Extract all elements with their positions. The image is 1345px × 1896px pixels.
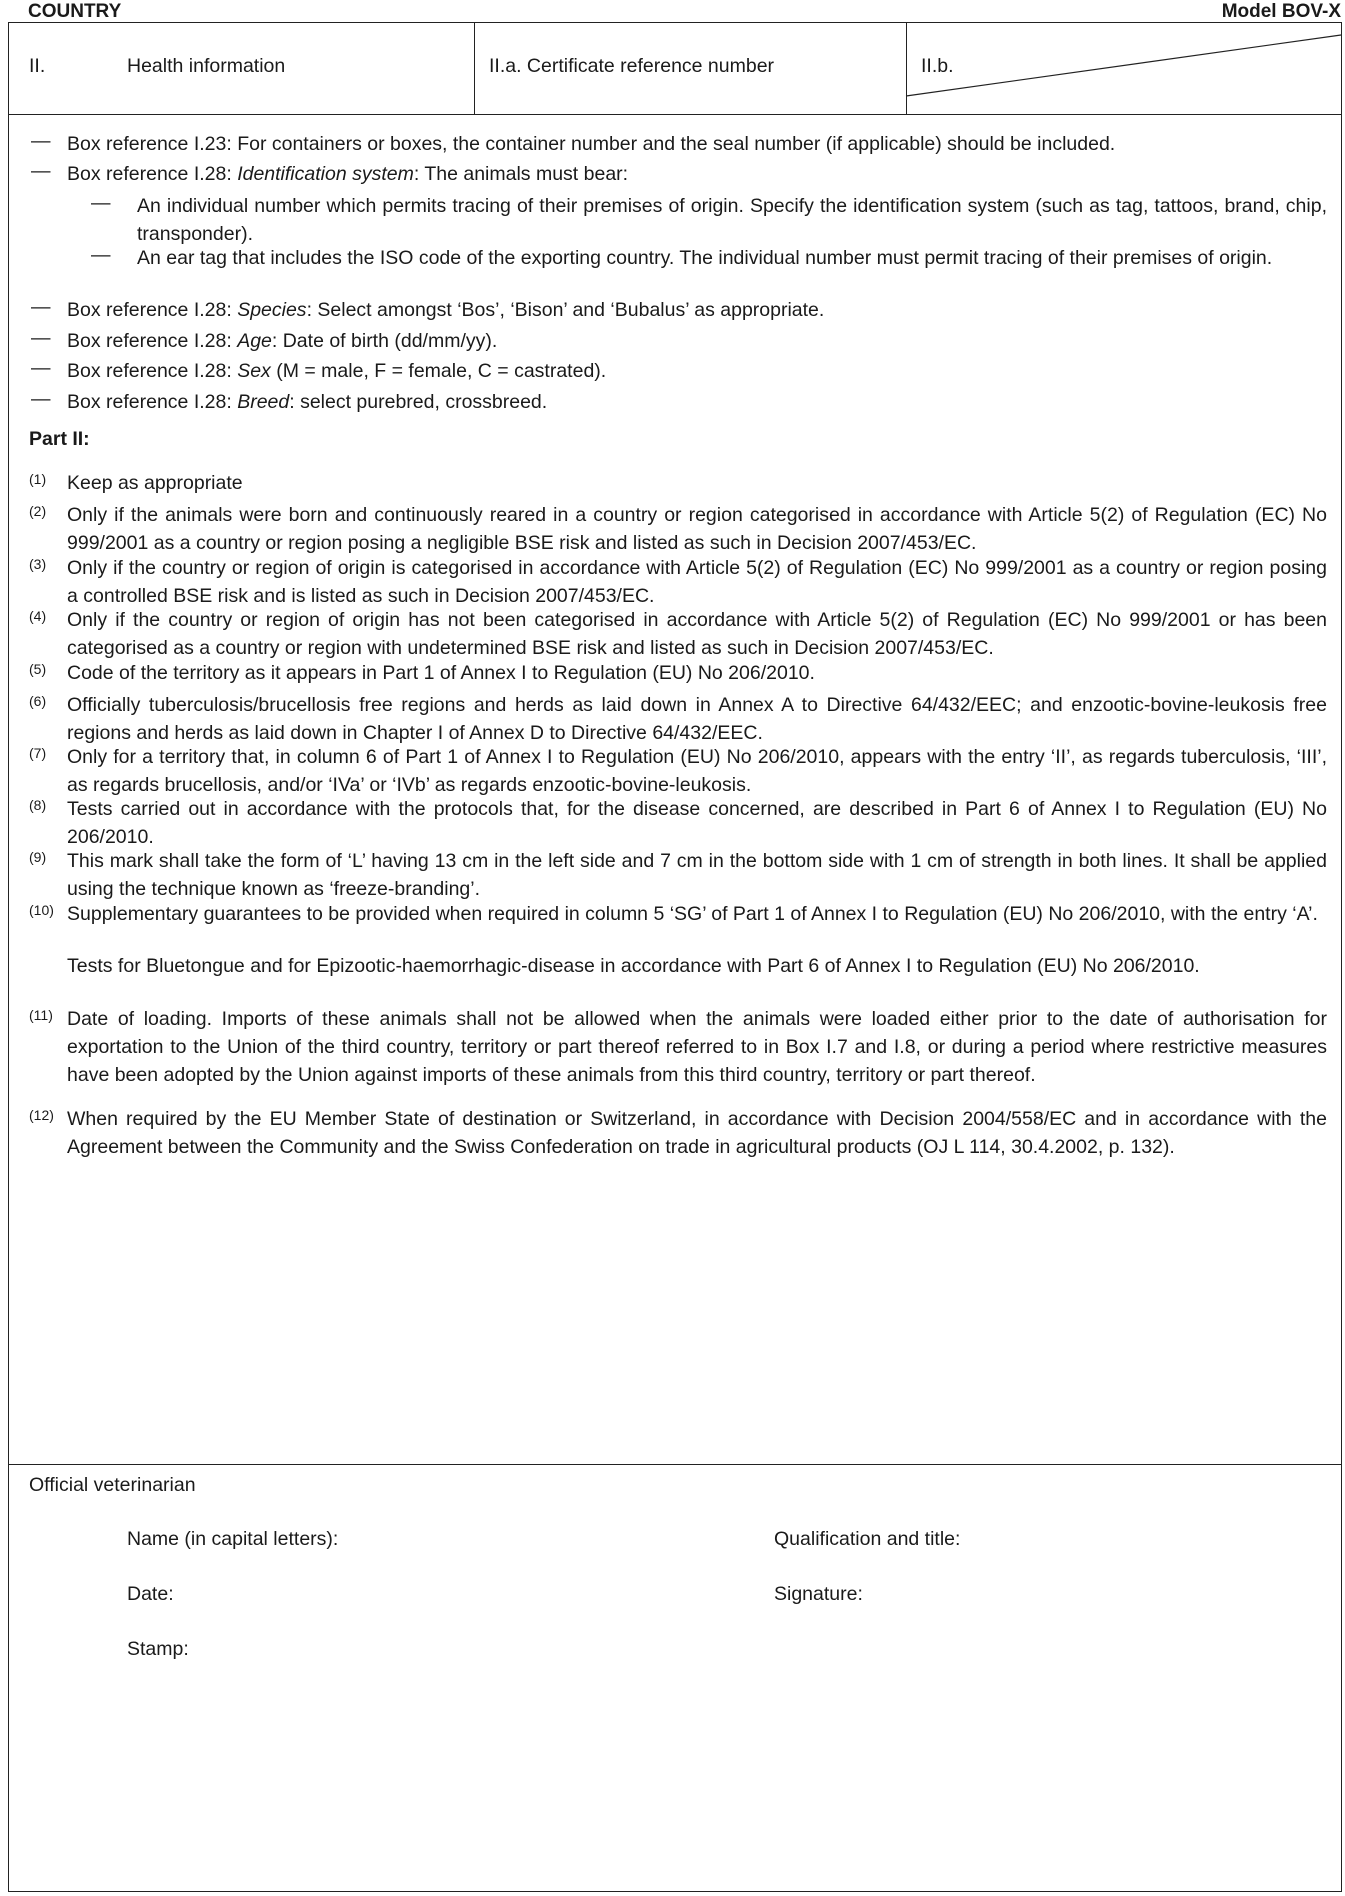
section-header <box>9 23 1341 115</box>
diagonal-line <box>9 23 1343 114</box>
footnote: Only for a territory that, in column 6 of Part 1 of Annex I to Regulation (EU) No 206/2010, appears with the entry ‘II’, as regards tuberculosis, ‘III’, as regards brucellosis, and/or ‘IVa’ or ‘IVb’ as regards enzootic-bovine-leukosis. <box>67 746 1327 796</box>
note-text: (M = male, F = female, C = castrated). <box>270 360 607 382</box>
note-text: : Date of birth (dd/mm/yy). <box>271 330 498 352</box>
note-prefix: Box reference I.28: <box>67 163 238 185</box>
part-title: Part II: <box>29 428 90 450</box>
footnote: This mark shall take the form of ‘L’ having 13 cm in the left side and 7 cm in the bottom side with 1 cm of strength in both lines. It shall be applied using the technique known as ‘freeze-branding’. <box>67 850 1327 900</box>
sub-note: An ear tag that includes the ISO code of the exporting country. The individual number must permit tracing of their premises of origin. <box>137 247 1273 269</box>
note-prefix: Box reference I.28: <box>67 330 238 352</box>
note-text: For containers or boxes, the container number and the seal number (if applicable) should be included. <box>237 133 1116 155</box>
qualification-field-label: Qualification and title: <box>774 1528 961 1550</box>
box-note <box>67 327 1327 355</box>
footnote-number: (7) <box>29 745 47 761</box>
box-note <box>67 357 1327 385</box>
footnote-number: (12) <box>29 1107 54 1123</box>
note-emphasis: Sex <box>237 360 271 382</box>
model-label: Model BOV-X <box>1221 1 1341 22</box>
footnote: Date of loading. Imports of these animals shall not be allowed when the animals were loaded either prior to the date of authorisation for exportation to the Union of the third country, territory or part thereof referred to in Box I.7 and I.8, or during a period where restrictive measures have been adopted by the Union against imports of these animals from this third country, territory or part thereof. <box>67 1008 1327 1086</box>
footnote-number: (6) <box>29 693 47 709</box>
subnote-dash: — <box>91 192 111 214</box>
health-info-label: Health information <box>127 55 286 77</box>
footnote: Tests for Bluetongue and for Epizootic-haemorrhagic-disease in accordance with Part 6 of Annex I to Regulation (EU) No 206/2010. <box>67 955 1200 977</box>
box-note <box>67 388 1327 416</box>
footnote-number: (2) <box>29 503 47 519</box>
footnote-number: (9) <box>29 849 47 865</box>
note-text: : The animals must bear: <box>413 163 629 185</box>
note-prefix: Box reference I.28: <box>67 391 238 413</box>
note-emphasis: Identification system <box>237 163 414 185</box>
note-emphasis: Age <box>237 330 272 352</box>
note-prefix: Box reference I.28: <box>67 360 238 382</box>
footnote: Only if the country or region of origin is categorised in accordance with Article 5(2) of Regulation (EC) No 999/2001 as a country or region posing a controlled BSE risk and is listed as such in Decision 2007/453/EC. <box>67 557 1327 607</box>
date-field-label: Date: <box>127 1583 174 1605</box>
note-dash: — <box>31 130 51 152</box>
name-field-label: Name (in capital letters): <box>127 1528 339 1550</box>
footnote-number: (5) <box>29 661 47 677</box>
box-note <box>67 296 1327 324</box>
certificate-frame <box>8 22 1342 1892</box>
note-dash: — <box>31 296 51 318</box>
note-text: : Select amongst ‘Bos’, ‘Bison’ and ‘Bubalus’ as appropriate. <box>306 299 825 321</box>
stamp-field-label: Stamp: <box>127 1638 189 1660</box>
section-number: II. <box>29 55 46 77</box>
footnote: Keep as appropriate <box>67 472 243 494</box>
cert-ref-label: II.a. Certificate reference number <box>489 55 775 77</box>
note-emphasis: Species <box>237 299 307 321</box>
footnote: Only if the animals were born and continuously reared in a country or region categorised in accordance with Article 5(2) of Regulation (EC) No 999/2001 as a country or region posing a negligible BSE risk and listed as such in Decision 2007/453/EC. <box>67 504 1327 554</box>
note-emphasis: Breed <box>237 391 290 413</box>
footnote-number: (4) <box>29 608 47 624</box>
note-dash: — <box>31 357 51 379</box>
footnote: Tests carried out in accordance with the protocols that, for the disease concerned, are described in Part 6 of Annex I to Regulation (EU) No 206/2010. <box>67 798 1327 848</box>
note-dash: — <box>31 388 51 410</box>
footnote-number: (1) <box>29 471 47 487</box>
note-dash: — <box>31 160 51 182</box>
sub-note: An individual number which permits tracing of their premises of origin. Specify the identification system (such as tag, tattoos, brand, chip, transponder). <box>137 195 1327 245</box>
note-text: : select purebred, crossbreed. <box>289 391 548 413</box>
note-prefix: Box reference I.23: <box>67 133 238 155</box>
country-label: COUNTRY <box>28 1 122 22</box>
box-note <box>67 160 1327 188</box>
top-bar <box>8 0 1345 22</box>
footnote-number: (11) <box>29 1007 53 1023</box>
notes-section <box>9 114 1341 1465</box>
note-dash: — <box>31 327 51 349</box>
signature-section <box>9 1464 1341 1891</box>
footnote: Only if the country or region of origin has not been categorised in accordance with Article 5(2) of Regulation (EC) No 999/2001 or has been categorised as a country or region with undetermined BSE risk and listed as such in Decision 2007/453/EC. <box>67 609 1327 659</box>
footnote: Officially tuberculosis/brucellosis free regions and herds as laid down in Annex A to Directive 64/432/EEC; and enzootic-bovine-leukosis free regions and herds as laid down in Chapter I of Annex D to Directive 64/432/EEC. <box>67 694 1327 744</box>
official-vet-title: Official veterinarian <box>29 1474 196 1496</box>
box-note <box>67 130 1327 158</box>
subnote-dash: — <box>91 244 111 266</box>
footnote: Supplementary guarantees to be provided when required in column 5 ‘SG’ of Part 1 of Annex I to Regulation (EU) No 206/2010, with the entry ‘A’. <box>67 903 1318 925</box>
footnote: When required by the EU Member State of destination or Switzerland, in accordance with Decision 2004/558/EC and in accordance with the Agreement between the Community and the Swiss Confederation on trade in agricultural products (OJ L 114, 30.4.2002, p. 132). <box>67 1108 1327 1158</box>
footnote-number: (10) <box>29 902 54 918</box>
note-prefix: Box reference I.28: <box>67 299 238 321</box>
footnote-number: (3) <box>29 556 47 572</box>
signature-field-label: Signature: <box>774 1583 863 1605</box>
iib-label: II.b. <box>921 55 954 77</box>
footnote: Code of the territory as it appears in Part 1 of Annex I to Regulation (EU) No 206/2010. <box>67 662 815 684</box>
footnote-number: (8) <box>29 797 47 813</box>
